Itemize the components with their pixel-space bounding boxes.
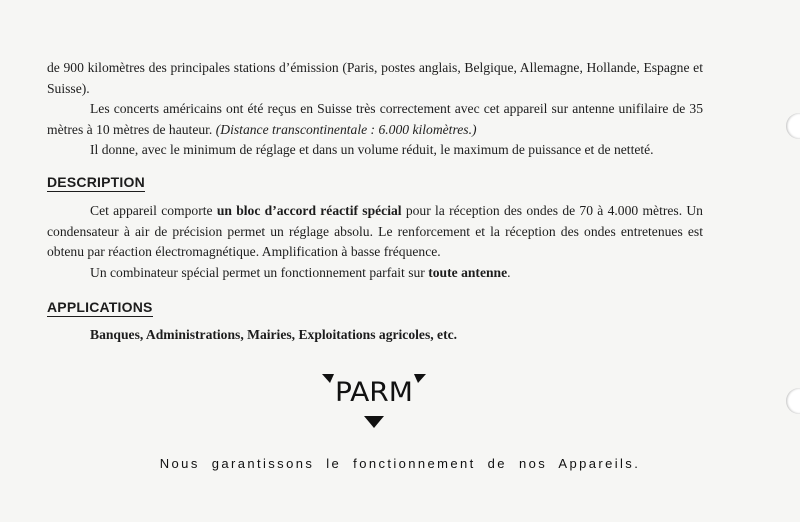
description-paragraph-2-end: . xyxy=(507,264,511,280)
binder-hole-bottom xyxy=(786,388,800,414)
intro-paragraph-3-text: Il donne, avec le minimum de réglage et dans un volume réduit, le maximum de puissance et de netteté. xyxy=(90,142,654,158)
logo-right-wing-icon xyxy=(414,374,426,383)
logo-left-wing-icon xyxy=(322,374,334,383)
logo-wordmark: PARM xyxy=(335,377,413,408)
tuning-block-emphasis: un bloc d’accord réactif spécial xyxy=(216,203,402,218)
intro-text xyxy=(47,58,703,161)
intro-paragraph-2 xyxy=(47,99,703,140)
binder-hole-top xyxy=(786,113,800,139)
intro-paragraph-1-text: de 900 kilomètres des principales stations d’émission (Paris, postes anglais, Belgique, Allemagne, Hollande, Espagne et Suisse). xyxy=(47,60,703,96)
applications-list: Banques, Administrations, Mairies, Exploitations agricoles, etc. xyxy=(90,327,458,342)
description-text xyxy=(47,201,703,283)
antenna-emphasis: toute antenne xyxy=(428,264,508,280)
applications-heading: APPLICATIONS xyxy=(47,299,153,315)
distance-note: (Distance transcontinentale : 6.000 kilomètres.) xyxy=(215,121,477,137)
parm-logo xyxy=(318,368,430,432)
logo-arrow-down-icon xyxy=(364,416,384,428)
description-paragraph-1-rest: pour la réception des ondes de 70 à 4.000 mètres. Un condensateur à air de précision permet un réglage absolu. Le renforcement et la réception des ondes entretenues est obtenu par réaction électromagnétique. Amplification à basse fréquence. xyxy=(47,203,703,260)
description-heading: DESCRIPTION xyxy=(47,174,145,190)
description-paragraph-2-start: Un combinateur spécial permet un fonctionnement parfait sur xyxy=(90,264,425,280)
description-paragraph-1 xyxy=(47,201,703,263)
description-paragraph-2 xyxy=(47,263,703,284)
intro-paragraph-2-text: Les concerts américains ont été reçus en Suisse très correctement avec cet appareil sur antenne unifilaire de 35 mètres à 10 mètres de hauteur. xyxy=(47,101,703,137)
intro-paragraph-3 xyxy=(47,140,703,161)
guarantee-statement: Nous garantissons le fonctionnement de nos Appareils. xyxy=(159,456,641,471)
description-paragraph-1-start: Cet appareil comporte xyxy=(90,203,213,218)
intro-paragraph-1 xyxy=(47,58,703,99)
